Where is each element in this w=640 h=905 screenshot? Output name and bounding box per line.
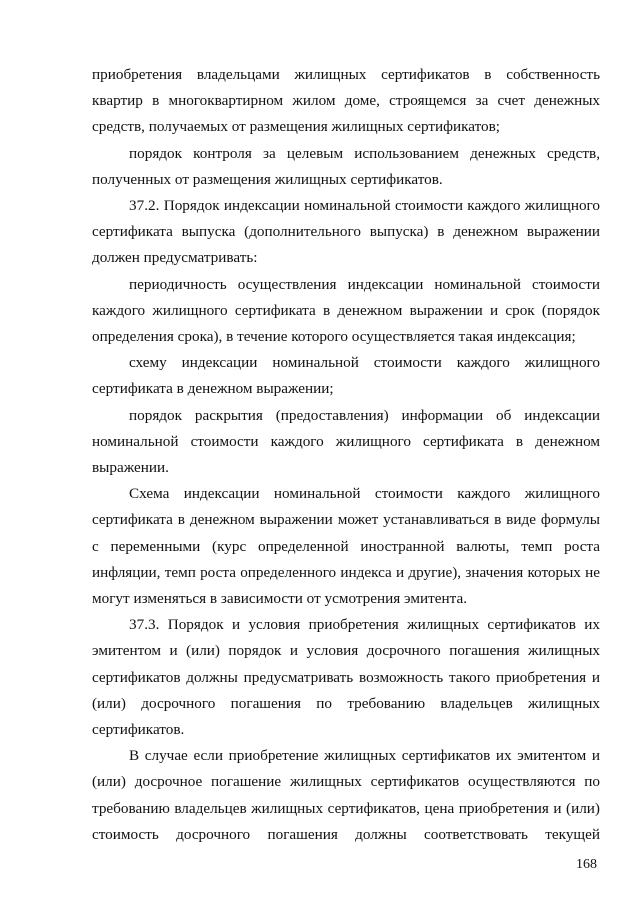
paragraph-37-3: 37.3. Порядок и условия приобретения жилищных сертификатов их эмитентом и (или) порядок и условия досрочного погашения жилищных сертификатов должны предусматривать возможность такого приобретения и (или) досрочного погашения по требованию владельцев жилищных сертификатов.	[92, 616, 600, 739]
paragraph-indexation-periodicity: периодичность осуществления индексации номинальной стоимости каждого жилищного сертификата в денежном выражении и срок (порядок определения срока), в течение которого осуществляется такая индексация;	[92, 275, 600, 346]
paragraph-early-redemption: В случае если приобретение жилищных сертификатов их эмитентом и (или) досрочное погашение жилищных сертификатов осуществляются по требованию владельцев жилищных сертификатов, цена приобретения и (или) стоимость досрочного погашения должны соответствовать текущей	[92, 747, 600, 843]
paragraph-formula-scheme: Схема индексации номинальной стоимости каждого жилищного сертификата в денежном выражении может устанавливаться в виде формулы с переменными (курс определенной иностранной валюты, темп роста инфляции, темп роста определенного индекса и другие), значения которых не могут изменяться в зависимости от усмотрения эмитента.	[92, 485, 600, 608]
paragraph-continuation: приобретения владельцами жилищных сертификатов в собственность квартир в многоквартирном жилом доме, строящемся за счет денежных средств, получаемых от размещения жилищных сертификатов;	[92, 66, 600, 136]
paragraph-information-disclosure: порядок раскрытия (предоставления) информации об индексации номинальной стоимости каждого жилищного сертификата в денежном выражении.	[92, 406, 600, 477]
paragraph-control-order: порядок контроля за целевым использованием денежных средств, полученных от размещения жилищных сертификатов.	[92, 144, 600, 188]
page-body-text	[92, 62, 600, 848]
paragraph-indexation-scheme: схему индексации номинальной стоимости каждого жилищного сертификата в денежном выражении;	[92, 354, 600, 398]
paragraph-37-2: 37.2. Порядок индексации номинальной стоимости каждого жилищного сертификата выпуска (дополнительного выпуска) в денежном выражении должен предусматривать:	[92, 197, 600, 267]
page-number: 168	[576, 857, 597, 872]
